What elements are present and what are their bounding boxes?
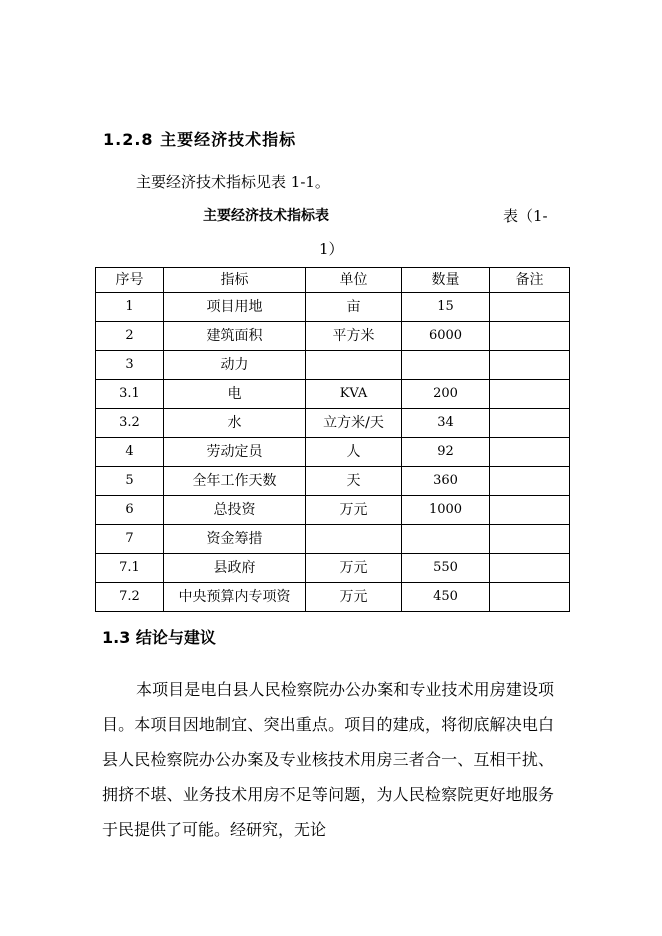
cell-indicator: 总投资	[164, 496, 306, 525]
cell-remark	[490, 554, 570, 583]
cell-unit: 亩	[306, 293, 402, 322]
cell-index: 7	[96, 525, 164, 554]
cell-indicator: 劳动定员	[164, 438, 306, 467]
cell-quantity: 450	[402, 583, 490, 612]
cell-index: 4	[96, 438, 164, 467]
conclusion-paragraph: 本项目是电白县人民检察院办公办案和专业技术用房建设项目。本项目因地制宜、突出重点。项目的建成，将彻底解决电白县人民检察院办公办案及专业核技术用房三者合一、互相干扰、拥挤不堪、业务技术用房不足等问题，为人民检察院更好地服务于民提供了可能。经研究，无论	[102, 680, 554, 839]
section-heading-1-2-8: 1.2.8 主要经济技术指标	[103, 130, 297, 149]
cell-indicator: 水	[164, 409, 306, 438]
cell-remark	[490, 380, 570, 409]
cell-remark	[490, 525, 570, 554]
cell-index: 7.2	[96, 583, 164, 612]
table-row	[96, 438, 570, 467]
table-row	[96, 380, 570, 409]
cell-unit: 立方米/天	[306, 409, 402, 438]
table-row	[96, 467, 570, 496]
cell-quantity: 34	[402, 409, 490, 438]
header-cell-remark: 备注	[490, 268, 570, 293]
cell-quantity: 15	[402, 293, 490, 322]
cell-quantity: 360	[402, 467, 490, 496]
cell-index: 7.1	[96, 554, 164, 583]
table-row	[96, 554, 570, 583]
cell-quantity: 200	[402, 380, 490, 409]
table-caption-title: 主要经济技术指标表	[203, 208, 329, 224]
cell-indicator: 县政府	[164, 554, 306, 583]
cell-indicator: 电	[164, 380, 306, 409]
cell-index: 6	[96, 496, 164, 525]
header-cell-indicator: 指标	[164, 268, 306, 293]
cell-remark	[490, 351, 570, 380]
cell-indicator: 动力	[164, 351, 306, 380]
cell-unit: 万元	[306, 496, 402, 525]
table-header-row	[96, 268, 570, 293]
cell-quantity: 92	[402, 438, 490, 467]
cell-unit	[306, 351, 402, 380]
cell-quantity: 6000	[402, 322, 490, 351]
cell-quantity	[402, 525, 490, 554]
cell-remark	[490, 583, 570, 612]
header-cell-index: 序号	[96, 268, 164, 293]
cell-remark	[490, 438, 570, 467]
cell-unit: 万元	[306, 554, 402, 583]
indicator-table	[95, 267, 570, 612]
cell-unit: 万元	[306, 583, 402, 612]
cell-index: 2	[96, 322, 164, 351]
cell-unit: 人	[306, 438, 402, 467]
cell-quantity	[402, 351, 490, 380]
cell-unit: 天	[306, 467, 402, 496]
cell-quantity: 550	[402, 554, 490, 583]
table-row	[96, 322, 570, 351]
cell-remark	[490, 496, 570, 525]
table-number-part2: 1）	[319, 240, 344, 258]
cell-remark	[490, 322, 570, 351]
cell-index: 3.1	[96, 380, 164, 409]
table-row	[96, 525, 570, 554]
cell-remark	[490, 293, 570, 322]
cell-indicator: 项目用地	[164, 293, 306, 322]
table-row	[96, 351, 570, 380]
cell-index: 3.2	[96, 409, 164, 438]
cell-unit: 平方米	[306, 322, 402, 351]
header-cell-unit: 单位	[306, 268, 402, 293]
cell-remark	[490, 467, 570, 496]
cell-index: 1	[96, 293, 164, 322]
cell-indicator: 资金筹措	[164, 525, 306, 554]
cell-index: 3	[96, 351, 164, 380]
table-row	[96, 409, 570, 438]
table-row	[96, 583, 570, 612]
cell-indicator: 建筑面积	[164, 322, 306, 351]
cell-indicator: 全年工作天数	[164, 467, 306, 496]
header-cell-quantity: 数量	[402, 268, 490, 293]
cell-unit: KVA	[306, 380, 402, 409]
cell-indicator: 中央预算内专项资	[164, 583, 306, 612]
cell-index: 5	[96, 467, 164, 496]
cell-unit	[306, 525, 402, 554]
cell-remark	[490, 409, 570, 438]
cell-quantity: 1000	[402, 496, 490, 525]
intro-text: 主要经济技术指标见表 1-1。	[136, 173, 330, 191]
table-row	[96, 496, 570, 525]
table-row	[96, 293, 570, 322]
section-heading-1-3: 1.3 结论与建议	[102, 628, 216, 647]
table-number-part1: 表（1-	[503, 207, 548, 225]
